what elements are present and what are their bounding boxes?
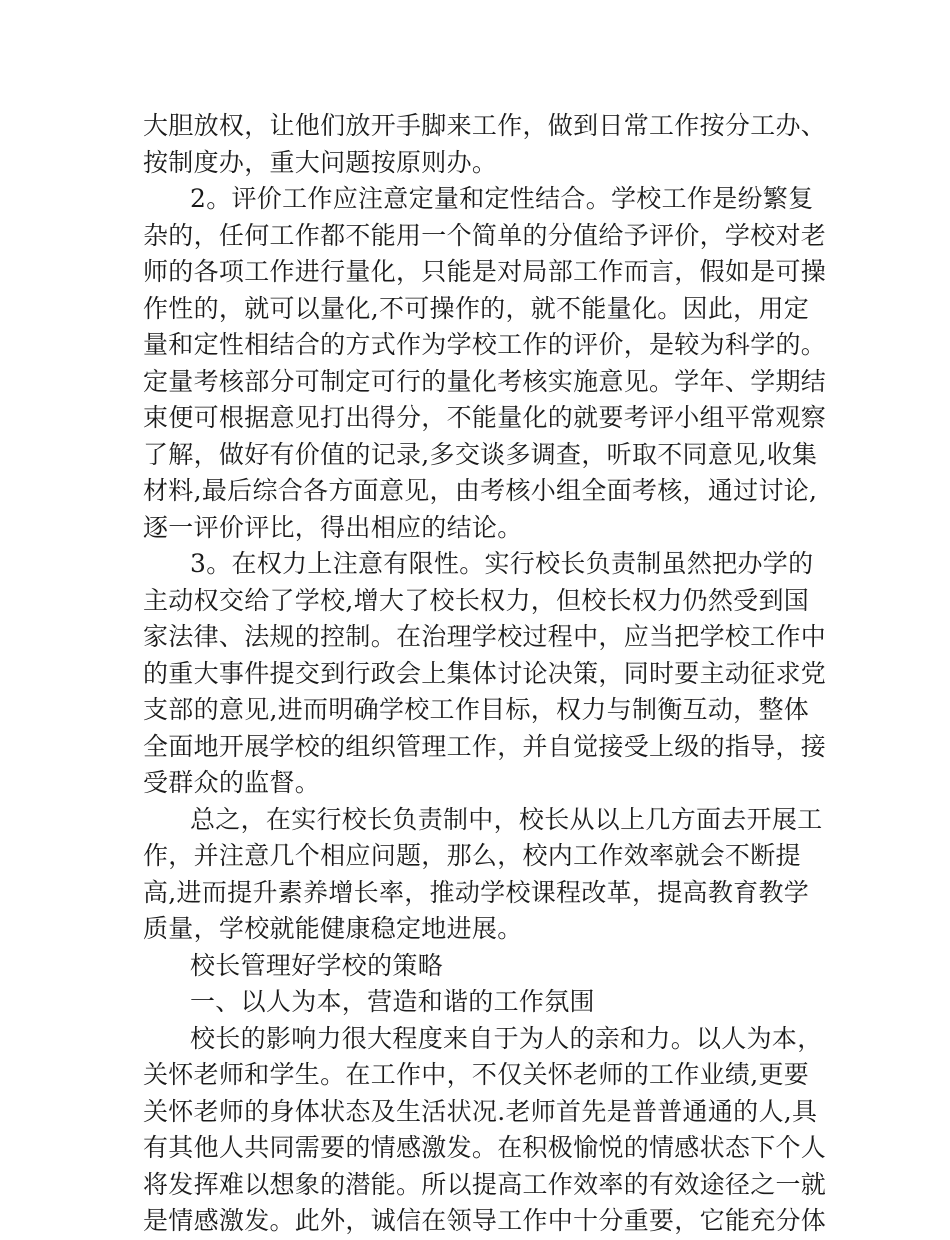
document-page bbox=[143, 108, 827, 1240]
text-line: 高,进而提升素养增长率，推动学校课程改革，提高教育教学 bbox=[143, 877, 810, 907]
text-line: 支部的意见,进而明确学校工作目标，权力与制衡互动，整体 bbox=[143, 695, 810, 724]
text-line: 逐一评价评比，得出相应的结论。 bbox=[143, 512, 523, 542]
text-line: 量和定性相结合的方式作为学校工作的评价，是较为科学的。 bbox=[143, 330, 827, 359]
text-line: 材料,最后综合各方面意见，由考核小组全面考核，通过讨论, bbox=[143, 476, 818, 505]
paragraph-first-line: 3。在权力上注意有限性。实行校长负责制虽然把办学的 bbox=[190, 549, 814, 578]
text-line: 按制度办，重大问题按原则办。 bbox=[143, 147, 498, 177]
paragraph-first-line: 总之，在实行校长负责制中，校长从以上几方面去开展工 bbox=[190, 804, 823, 834]
text-line: 受群众的监督。 bbox=[143, 768, 321, 797]
text-line: 了解，做好有价值的记录,多交谈多调查，听取不同意见,收集 bbox=[143, 439, 818, 469]
text-line: 质量，学校就能健康稳定地进展。 bbox=[143, 914, 523, 943]
paragraph-first-line: 2。评价工作应注意定量和定性结合。学校工作是纷繁复 bbox=[190, 184, 814, 213]
text-line: 作性的，就可以量化,不可操作的，就不能量化。因此，用定 bbox=[143, 293, 810, 323]
text-line: 将发挥难以想象的潜能。所以提高工作效率的有效途径之一就 bbox=[143, 1169, 827, 1199]
subsection-heading: 一、以人为本，营造和谐的工作氛围 bbox=[190, 987, 595, 1016]
text-line: 关怀老师的身体状态及生活状况.老师首先是普普通通的人,具 bbox=[143, 1096, 818, 1126]
text-line: 关怀老师和学生。在工作中，不仅关怀老师的工作业绩,更要 bbox=[143, 1060, 810, 1089]
section-heading: 校长管理好学校的策略 bbox=[190, 950, 444, 980]
paragraph-first-line: 校长的影响力很大程度来自于为人的亲和力。以人为本， bbox=[190, 1023, 823, 1053]
text-line: 杂的，任何工作都不能用一个简单的分值给予评价，学校对老 bbox=[143, 220, 827, 250]
text-line: 师的各项工作进行量化，只能是对局部工作而言，假如是可操 bbox=[143, 257, 827, 286]
text-line: 全面地开展学校的组织管理工作，并自觉接受上级的指导，接 bbox=[143, 731, 827, 761]
text-line: 定量考核部分可制定可行的量化考核实施意见。学年、学期结 bbox=[143, 366, 827, 396]
text-line: 是情感激发。此外，诚信在领导工作中十分重要，它能充分体 bbox=[143, 1206, 827, 1235]
text-line: 大胆放权，让他们放开手脚来工作，做到日常工作按分工办、 bbox=[143, 111, 827, 140]
text-line: 作，并注意几个相应问题，那么，校内工作效率就会不断提 bbox=[143, 841, 801, 870]
text-line: 的重大事件提交到行政会上集体讨论决策，同时要主动征求党 bbox=[143, 658, 827, 688]
text-line: 主动权交给了学校,增大了校长权力，但校长权力仍然受到国 bbox=[143, 585, 810, 615]
text-line: 有其他人共同需要的情感激发。在积极愉悦的情感状态下个人 bbox=[143, 1133, 827, 1162]
text-line: 家法律、法规的控制。在治理学校过程中，应当把学校工作中 bbox=[143, 622, 827, 651]
text-line: 束便可根据意见打出得分，不能量化的就要考评小组平常观察 bbox=[143, 403, 827, 432]
